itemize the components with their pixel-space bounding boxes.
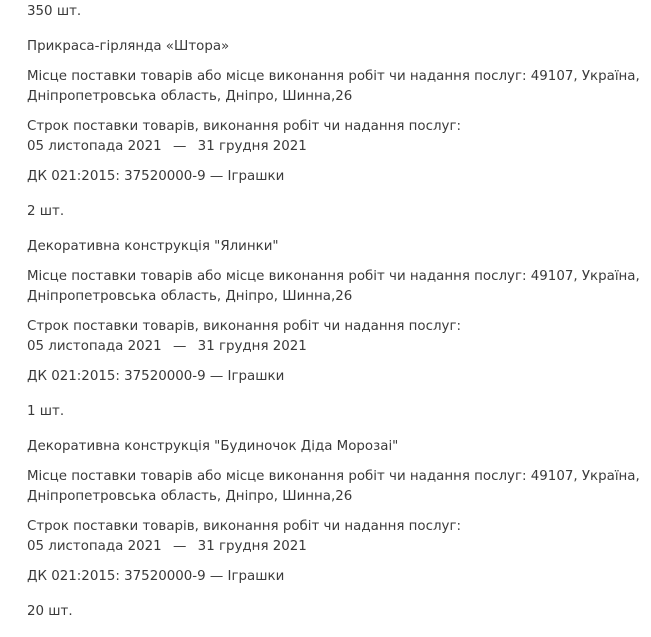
term-start-date: 05 листопада 2021 bbox=[27, 339, 162, 354]
delivery-term-dates bbox=[27, 137, 307, 157]
item-title: Декоративна конструкція "Будиночок Діда Морозаі" bbox=[27, 439, 399, 454]
delivery-term-label: Строк поставки товарів, виконання робіт чи надання послуг: bbox=[27, 319, 461, 334]
term-dash: — bbox=[172, 339, 187, 354]
term-dash: — bbox=[172, 539, 187, 554]
delivery-place-line-2: Дніпропетровська область, Дніпро, Шинна,26 bbox=[27, 289, 353, 304]
dk-classification: ДК 021:2015: 37520000-9 — Іграшки bbox=[27, 169, 285, 184]
delivery-place-line-2: Дніпропетровська область, Дніпро, Шинна,26 bbox=[27, 489, 353, 504]
term-end-date: 31 грудня 2021 bbox=[197, 139, 307, 154]
dk-classification: ДК 021:2015: 37520000-9 — Іграшки bbox=[27, 369, 285, 384]
delivery-place-line-1: Місце поставки товарів або місце виконання робіт чи надання послуг: 49107, Україна, bbox=[27, 69, 640, 84]
term-end-date: 31 грудня 2021 bbox=[197, 539, 307, 554]
item-title: Декоративна конструкція "Ялинки" bbox=[27, 239, 279, 254]
delivery-term-dates bbox=[27, 537, 307, 557]
term-start-date: 05 листопада 2021 bbox=[27, 139, 162, 154]
term-end-date: 31 грудня 2021 bbox=[197, 339, 307, 354]
delivery-place-line-1: Місце поставки товарів або місце виконання робіт чи надання послуг: 49107, Україна, bbox=[27, 469, 640, 484]
quantity-text: 2 шт. bbox=[27, 204, 65, 219]
quantity-text: 20 шт. bbox=[27, 604, 73, 619]
term-start-date: 05 листопада 2021 bbox=[27, 539, 162, 554]
delivery-place-line-2: Дніпропетровська область, Дніпро, Шинна,26 bbox=[27, 89, 353, 104]
delivery-place-line-1: Місце поставки товарів або місце виконання робіт чи надання послуг: 49107, Україна, bbox=[27, 269, 640, 284]
delivery-term-label: Строк поставки товарів, виконання робіт чи надання послуг: bbox=[27, 119, 461, 134]
quantity-text: 350 шт. bbox=[27, 4, 82, 19]
delivery-term-label: Строк поставки товарів, виконання робіт чи надання послуг: bbox=[27, 519, 461, 534]
term-dash: — bbox=[172, 139, 187, 154]
item-title: Прикраса-гірлянда «Штора» bbox=[27, 39, 230, 54]
quantity-text: 1 шт. bbox=[27, 404, 65, 419]
dk-classification: ДК 021:2015: 37520000-9 — Іграшки bbox=[27, 569, 285, 584]
delivery-term-dates bbox=[27, 337, 307, 357]
